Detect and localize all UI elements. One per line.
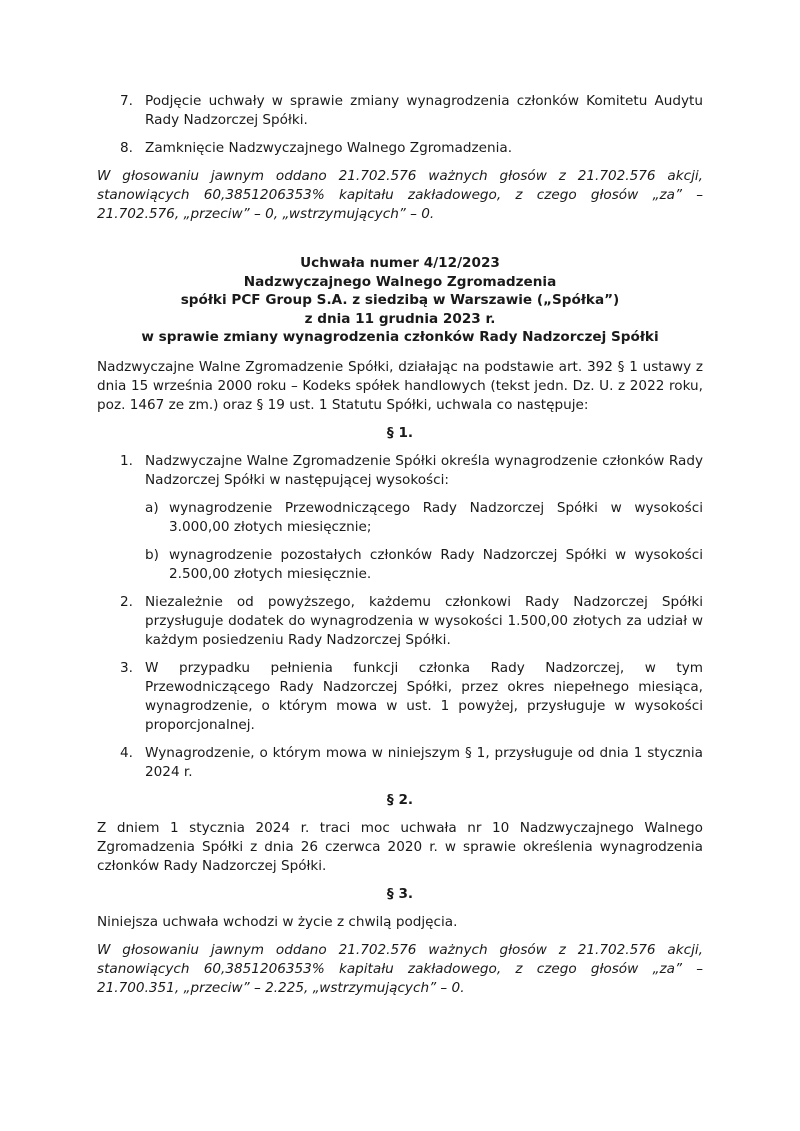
agenda-item	[97, 92, 703, 130]
resolution-title	[97, 254, 703, 347]
item-text: Nadzwyczajne Walne Zgromadzenie Spółki określa wynagrodzenie członków Rady Nadzorczej Spółki w następującej wysokości:	[145, 452, 703, 488]
resolution-company: spółki PCF Group S.A. z siedzibą w Warszawie („Spółka”)	[180, 292, 620, 308]
item-number: 2.	[120, 593, 133, 610]
section-3-text: Niniejsza uchwała wchodzi w życie z chwilą podjęcia.	[97, 913, 458, 930]
item-number: 4.	[120, 744, 133, 761]
agenda-item-number: 7.	[120, 93, 133, 109]
agenda-item-text: Podjęcie uchwały w sprawie zmiany wynagrodzenia członków Komitetu Audytu Rady Nadzorczej Spółki.	[145, 93, 703, 128]
agenda-list	[97, 92, 703, 158]
section-1-item	[97, 659, 703, 735]
resolution-preamble: Nadzwyczajne Walne Zgromadzenie Spółki, działając na podstawie art. 392 § 1 ustawy z dnia 15 września 2000 roku – Kodeks spółek handlowych (tekst jedn. Dz. U. z 2022 roku, poz. 1467 ze zm.) oraz § 19 ust. 1 Statutu Spółki, uchwala co następuje:	[97, 358, 703, 413]
document-page	[97, 92, 703, 998]
sub-list	[145, 499, 703, 584]
vote-result: W głosowaniu jawnym oddano 21.702.576 ważnych głosów z 21.702.576 akcji, stanowiących 60,3851206353% kapitału zakładowego, z czego głosów „za” – 21.700.351, „przeciw” – 2.225, „wstrzymujących” – 0.	[97, 941, 703, 996]
sub-item-text: wynagrodzenie pozostałych członków Rady Nadzorczej Spółki w wysokości 2.500,00 złotych miesięcznie.	[169, 546, 703, 582]
resolution-date: z dnia 11 grudnia 2023 r.	[304, 310, 496, 327]
section-3-heading: § 3.	[386, 885, 414, 902]
section-1-list	[97, 452, 703, 782]
sub-item-text: wynagrodzenie Przewodniczącego Rady Nadzorczej Spółki w wysokości 3.000,00 złotych miesięcznie;	[169, 499, 703, 535]
section-1-item	[97, 452, 703, 584]
item-number: 3.	[120, 659, 133, 676]
vote-result-previous: W głosowaniu jawnym oddano 21.702.576 ważnych głosów z 21.702.576 akcji, stanowiących 60,3851206353% kapitału zakładowego, z czego głosów „za” – 21.702.576, „przeciw” – 0, „wstrzymujących” – 0.	[97, 168, 703, 222]
item-number: 1.	[120, 452, 133, 469]
sub-item-letter: a)	[145, 499, 159, 516]
sub-item	[145, 546, 703, 584]
item-text: Niezależnie od powyższego, każdemu członkowi Rady Nadzorczej Spółki przysługuje dodatek do wynagrodzenia w wysokości 1.500,00 złotych za udział w każdym posiedzeniu Rady Nadzorczej Spółki.	[145, 593, 703, 648]
section-1-item	[97, 744, 703, 782]
agenda-item	[97, 139, 703, 158]
resolution-subject: w sprawie zmiany wynagrodzenia członków Rady Nadzorczej Spółki	[141, 329, 659, 345]
agenda-item-number: 8.	[120, 140, 133, 156]
resolution-body: Nadzwyczajnego Walnego Zgromadzenia	[243, 273, 557, 290]
section-1-item	[97, 593, 703, 650]
section-2-text: Z dniem 1 stycznia 2024 r. traci moc uchwała nr 10 Nadzwyczajnego Walnego Zgromadzenia Spółki z dnia 26 czerwca 2020 r. w sprawie określenia wynagrodzenia członków Rady Nadzorczej Spółki.	[97, 819, 703, 874]
agenda-item-text: Zamknięcie Nadzwyczajnego Walnego Zgromadzenia.	[145, 140, 513, 156]
item-text: W przypadku pełnienia funkcji członka Rady Nadzorczej, w tym Przewodniczącego Rady Nadzorczej Spółki, przez okres niepełnego miesiąca, wynagrodzenie, o którym mowa w ust. 1 powyżej, przysługuje w wysokości proporcjonalnej.	[145, 659, 703, 733]
item-text: Wynagrodzenie, o którym mowa w niniejszym § 1, przysługuje od dnia 1 stycznia 2024 r.	[145, 744, 703, 780]
sub-item-letter: b)	[145, 546, 159, 563]
resolution-number: Uchwała numer 4/12/2023	[300, 255, 500, 271]
section-1-heading: § 1.	[386, 424, 414, 441]
section-2-heading: § 2.	[386, 791, 414, 808]
sub-item	[145, 499, 703, 537]
